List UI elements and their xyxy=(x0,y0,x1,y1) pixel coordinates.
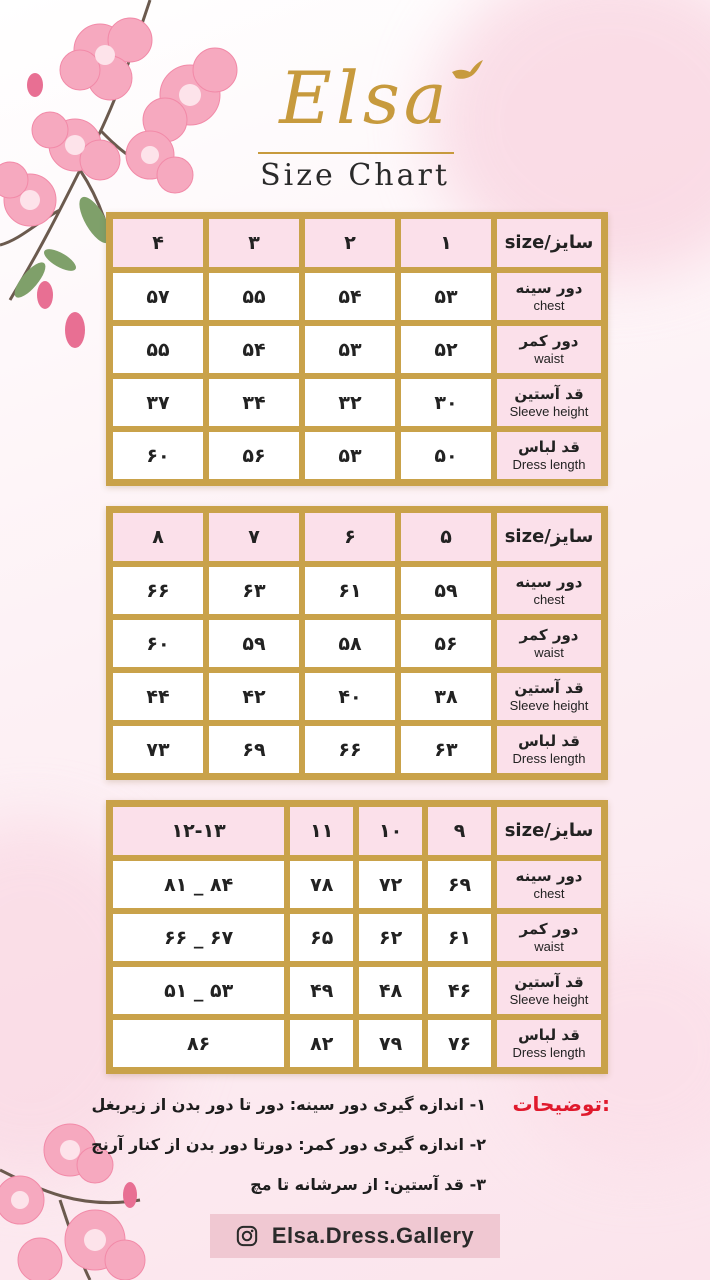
value-cell: ۶۹ xyxy=(425,858,494,911)
value-cell: ۶۵ xyxy=(287,911,356,964)
value-cell: ۵۷ xyxy=(110,270,206,323)
value-cell: ۸۲ xyxy=(287,1017,356,1070)
size-header-label: size/سایز xyxy=(494,216,604,270)
value-cell: ۶۱ xyxy=(425,911,494,964)
page-title: Size Chart xyxy=(260,158,450,193)
row-label-dress-length: قد لباس Dress length xyxy=(494,429,604,482)
value-cell: ۵۹ xyxy=(206,617,302,670)
row-label-waist: دور کمر waist xyxy=(494,617,604,670)
value-cell: ۶۹ xyxy=(206,723,302,776)
value-cell: ۳۴ xyxy=(206,376,302,429)
value-cell: ۶۰ xyxy=(110,429,206,482)
value-cell: ۵۱ _ ۵۳ xyxy=(110,964,287,1017)
notes-section xyxy=(510,1092,610,1116)
size-table-2 xyxy=(106,506,608,780)
value-cell: ۸۱ _ ۸۴ xyxy=(110,858,287,911)
size-cell: ۱۲-۱۳ xyxy=(110,804,287,858)
value-cell: ۴۹ xyxy=(287,964,356,1017)
value-cell: ۵۵ xyxy=(110,323,206,376)
row-label-chest: دور سینه chest xyxy=(494,858,604,911)
value-cell: ۵۸ xyxy=(302,617,398,670)
size-cell: ۷ xyxy=(206,510,302,564)
note-item: ۳- قد آستین: از سرشانه تا مچ xyxy=(250,1175,486,1194)
note-item: ۱- اندازه گیری دور سینه: دور تا دور بدن از زیربغل xyxy=(91,1095,486,1114)
size-cell: ۱۰ xyxy=(356,804,425,858)
instagram-icon xyxy=(236,1225,258,1247)
value-cell: ۶۶ _ ۶۷ xyxy=(110,911,287,964)
value-cell: ۵۹ xyxy=(398,564,494,617)
value-cell: ۴۸ xyxy=(356,964,425,1017)
value-cell: ۵۰ xyxy=(398,429,494,482)
value-cell: ۶۶ xyxy=(110,564,206,617)
size-table-3 xyxy=(106,800,608,1074)
size-cell: ۵ xyxy=(398,510,494,564)
value-cell: ۶۶ xyxy=(302,723,398,776)
value-cell: ۳۷ xyxy=(110,376,206,429)
value-cell: ۷۸ xyxy=(287,858,356,911)
instagram-handle: Elsa.Dress.Gallery xyxy=(271,1223,475,1248)
value-cell: ۴۰ xyxy=(302,670,398,723)
size-cell: ۶ xyxy=(302,510,398,564)
value-cell: ۵۵ xyxy=(206,270,302,323)
note-item: ۲- اندازه گیری دور کمر: دورتا دور بدن از کنار آرنج xyxy=(91,1135,486,1154)
value-cell: ۶۰ xyxy=(110,617,206,670)
instagram-handle-link[interactable] xyxy=(210,1214,500,1258)
row-label-waist: دور کمر waist xyxy=(494,323,604,376)
hummingbird-icon xyxy=(450,58,484,84)
size-cell: ۱ xyxy=(398,216,494,270)
value-cell: ۳۸ xyxy=(398,670,494,723)
size-cell: ۸ xyxy=(110,510,206,564)
size-cell: ۱۱ xyxy=(287,804,356,858)
size-cell: ۲ xyxy=(302,216,398,270)
brand-logo xyxy=(250,50,490,150)
value-cell: ۵۳ xyxy=(302,323,398,376)
row-label-waist: دور کمر waist xyxy=(494,911,604,964)
size-cell: ۴ xyxy=(110,216,206,270)
size-cell: ۹ xyxy=(425,804,494,858)
value-cell: ۷۲ xyxy=(356,858,425,911)
value-cell: ۶۱ xyxy=(302,564,398,617)
value-cell: ۸۶ xyxy=(110,1017,287,1070)
row-label-chest: دور سینه chest xyxy=(494,564,604,617)
value-cell: ۷۹ xyxy=(356,1017,425,1070)
value-cell: ۷۶ xyxy=(425,1017,494,1070)
value-cell: ۶۲ xyxy=(356,911,425,964)
row-label-sleeve: قد آستین Sleeve height xyxy=(494,964,604,1017)
logo-text: Elsa xyxy=(279,56,451,140)
value-cell: ۳۲ xyxy=(302,376,398,429)
value-cell: ۶۳ xyxy=(206,564,302,617)
row-label-dress-length: قد لباس Dress length xyxy=(494,1017,604,1070)
value-cell: ۵۲ xyxy=(398,323,494,376)
value-cell: ۵۳ xyxy=(398,270,494,323)
value-cell: ۵۶ xyxy=(398,617,494,670)
value-cell: ۷۳ xyxy=(110,723,206,776)
value-cell: ۴۶ xyxy=(425,964,494,1017)
value-cell: ۶۳ xyxy=(398,723,494,776)
size-table-1 xyxy=(106,212,608,486)
notes-title: توضیحات: xyxy=(512,1092,610,1116)
value-cell: ۳۰ xyxy=(398,376,494,429)
size-cell: ۳ xyxy=(206,216,302,270)
row-label-sleeve: قد آستین Sleeve height xyxy=(494,376,604,429)
value-cell: ۴۲ xyxy=(206,670,302,723)
value-cell: ۵۴ xyxy=(302,270,398,323)
value-cell: ۵۳ xyxy=(302,429,398,482)
row-label-dress-length: قد لباس Dress length xyxy=(494,723,604,776)
size-header-label: size/سایز xyxy=(494,510,604,564)
value-cell: ۵۶ xyxy=(206,429,302,482)
value-cell: ۴۴ xyxy=(110,670,206,723)
row-label-chest: دور سینه chest xyxy=(494,270,604,323)
size-header-label: size/سایز xyxy=(494,804,604,858)
logo-divider xyxy=(258,152,454,154)
row-label-sleeve: قد آستین Sleeve height xyxy=(494,670,604,723)
value-cell: ۵۴ xyxy=(206,323,302,376)
